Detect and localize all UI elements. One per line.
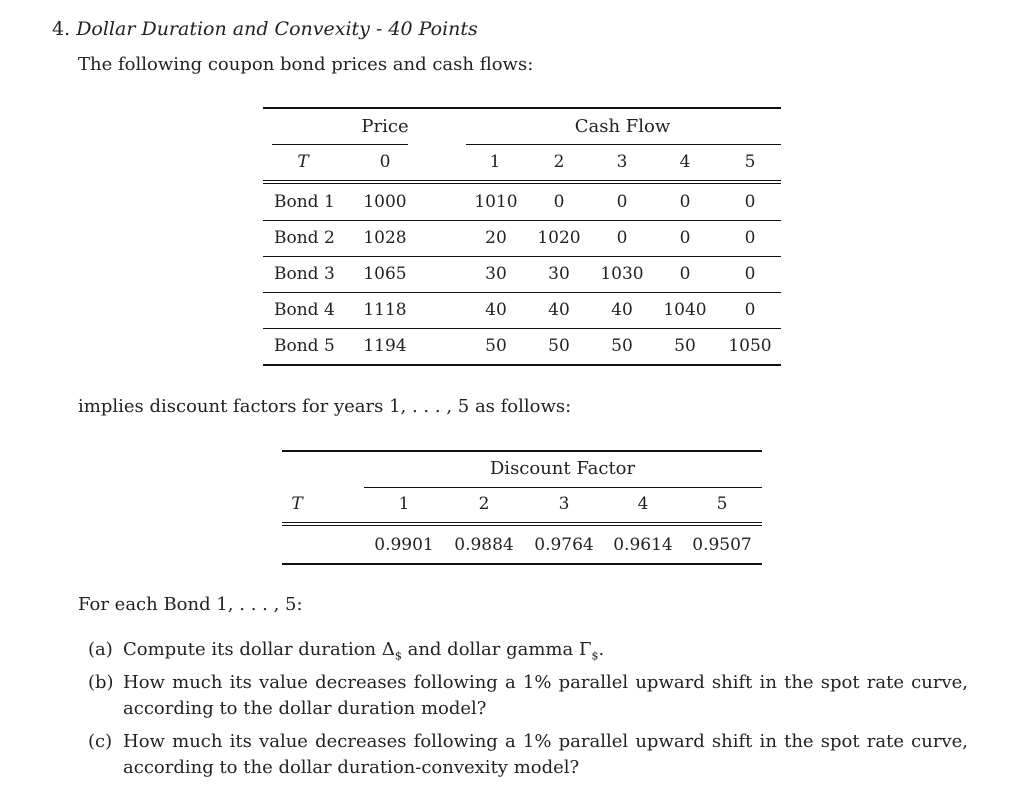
cash-flow: 30 — [548, 264, 570, 284]
time-col: 5 — [744, 152, 756, 172]
cash-flow: 1050 — [728, 336, 772, 356]
cash-flow: 40 — [611, 300, 633, 320]
cash-flow: 0 — [679, 192, 691, 212]
double-rule-1 — [263, 180, 781, 181]
df-header: Discount Factor — [489, 458, 636, 479]
df-t-label: T — [291, 494, 303, 514]
bond-price: 1194 — [363, 336, 407, 356]
time-col: 0 — [379, 152, 391, 172]
question-text-part: Compute its dollar duration Δ — [123, 639, 395, 660]
df-value: 0.9507 — [692, 535, 752, 555]
question-label: (a) — [88, 639, 113, 660]
bond-price: 1118 — [363, 300, 407, 320]
cash-flow: 0 — [744, 228, 756, 248]
price-header: Price — [361, 116, 409, 137]
bond-name: Bond 4 — [274, 300, 335, 320]
dollar-subscript: $ — [394, 649, 402, 663]
t-label: T — [297, 152, 309, 172]
question-label: (c) — [88, 731, 113, 752]
for-each-text: For each Bond 1, . . . , 5: — [78, 594, 303, 615]
bond-name: Bond 2 — [274, 228, 335, 248]
df-year: 3 — [558, 494, 570, 514]
table-top-rule — [263, 107, 781, 109]
cash-flow: 0 — [553, 192, 565, 212]
cash-flow: 20 — [485, 228, 507, 248]
cash-flow: 1040 — [663, 300, 707, 320]
question-text-part: . — [598, 639, 605, 660]
row-rule — [263, 292, 781, 293]
cash-flow: 40 — [548, 300, 570, 320]
bond-name: Bond 5 — [274, 336, 335, 356]
df-year: 1 — [398, 494, 410, 514]
df-value: 0.9901 — [374, 535, 434, 555]
price-subrule — [272, 144, 408, 145]
question-text: How much its value decreases following a 1% parallel upward shift in the spot rate curve, according to the dollar duration model? — [123, 672, 968, 719]
question-text-part: and dollar gamma Γ — [401, 639, 592, 660]
cash-flow: 1020 — [537, 228, 581, 248]
problem-heading — [52, 18, 478, 40]
bond-price: 1065 — [363, 264, 407, 284]
cash-flow: 40 — [485, 300, 507, 320]
df-double-rule-1 — [282, 522, 762, 523]
cash-flow: 50 — [548, 336, 570, 356]
bond-price: 1000 — [363, 192, 407, 212]
cash-flow: 0 — [679, 228, 691, 248]
cash-flow: 0 — [744, 192, 756, 212]
dollar-subscript: $ — [591, 649, 599, 663]
problem-title: Dollar Duration and Convexity — [76, 18, 370, 40]
time-col: 4 — [679, 152, 691, 172]
cash-flow: 50 — [674, 336, 696, 356]
cash-flow: 0 — [744, 300, 756, 320]
question-text: How much its value decreases following a 1% parallel upward shift in the spot rate curve, according to the dollar duration-convexity model? — [123, 731, 968, 778]
cash-flow: 30 — [485, 264, 507, 284]
cash-flow: 1030 — [600, 264, 644, 284]
time-col: 2 — [553, 152, 565, 172]
cash-flow: 0 — [616, 192, 628, 212]
df-bottom-rule — [282, 563, 762, 565]
df-year: 2 — [478, 494, 490, 514]
df-year: 5 — [716, 494, 728, 514]
cash-flow: 0 — [744, 264, 756, 284]
df-double-rule-2 — [282, 525, 762, 526]
discount-intro-text: implies discount factors for years 1, . . . , 5 as follows: — [78, 396, 572, 417]
time-col: 1 — [489, 152, 501, 172]
row-rule — [263, 220, 781, 221]
bond-name: Bond 3 — [274, 264, 335, 284]
problem-number: 4. — [52, 18, 71, 40]
df-top-rule — [282, 450, 762, 452]
row-rule — [263, 256, 781, 257]
row-rule — [263, 328, 781, 329]
cash-flow: 0 — [616, 228, 628, 248]
df-year: 4 — [637, 494, 649, 514]
question-label: (b) — [88, 672, 114, 693]
intro-text: The following coupon bond prices and cash flows: — [78, 54, 534, 75]
df-value: 0.9884 — [454, 535, 514, 555]
df-subrule — [364, 487, 762, 488]
df-value: 0.9614 — [613, 535, 673, 555]
time-col: 3 — [616, 152, 628, 172]
problem-points: - 40 Points — [375, 18, 478, 40]
bond-price: 1028 — [363, 228, 407, 248]
cash-flow: 50 — [485, 336, 507, 356]
cash-flow: 0 — [679, 264, 691, 284]
cashflow-subrule — [466, 144, 781, 145]
cash-flow: 1010 — [474, 192, 518, 212]
cashflow-header: Cash Flow — [574, 116, 671, 137]
question-text — [123, 637, 968, 670]
double-rule-2 — [263, 183, 781, 184]
bond-name: Bond 1 — [274, 192, 335, 212]
cash-flow: 50 — [611, 336, 633, 356]
table-bottom-rule — [263, 364, 781, 366]
df-value: 0.9764 — [534, 535, 594, 555]
